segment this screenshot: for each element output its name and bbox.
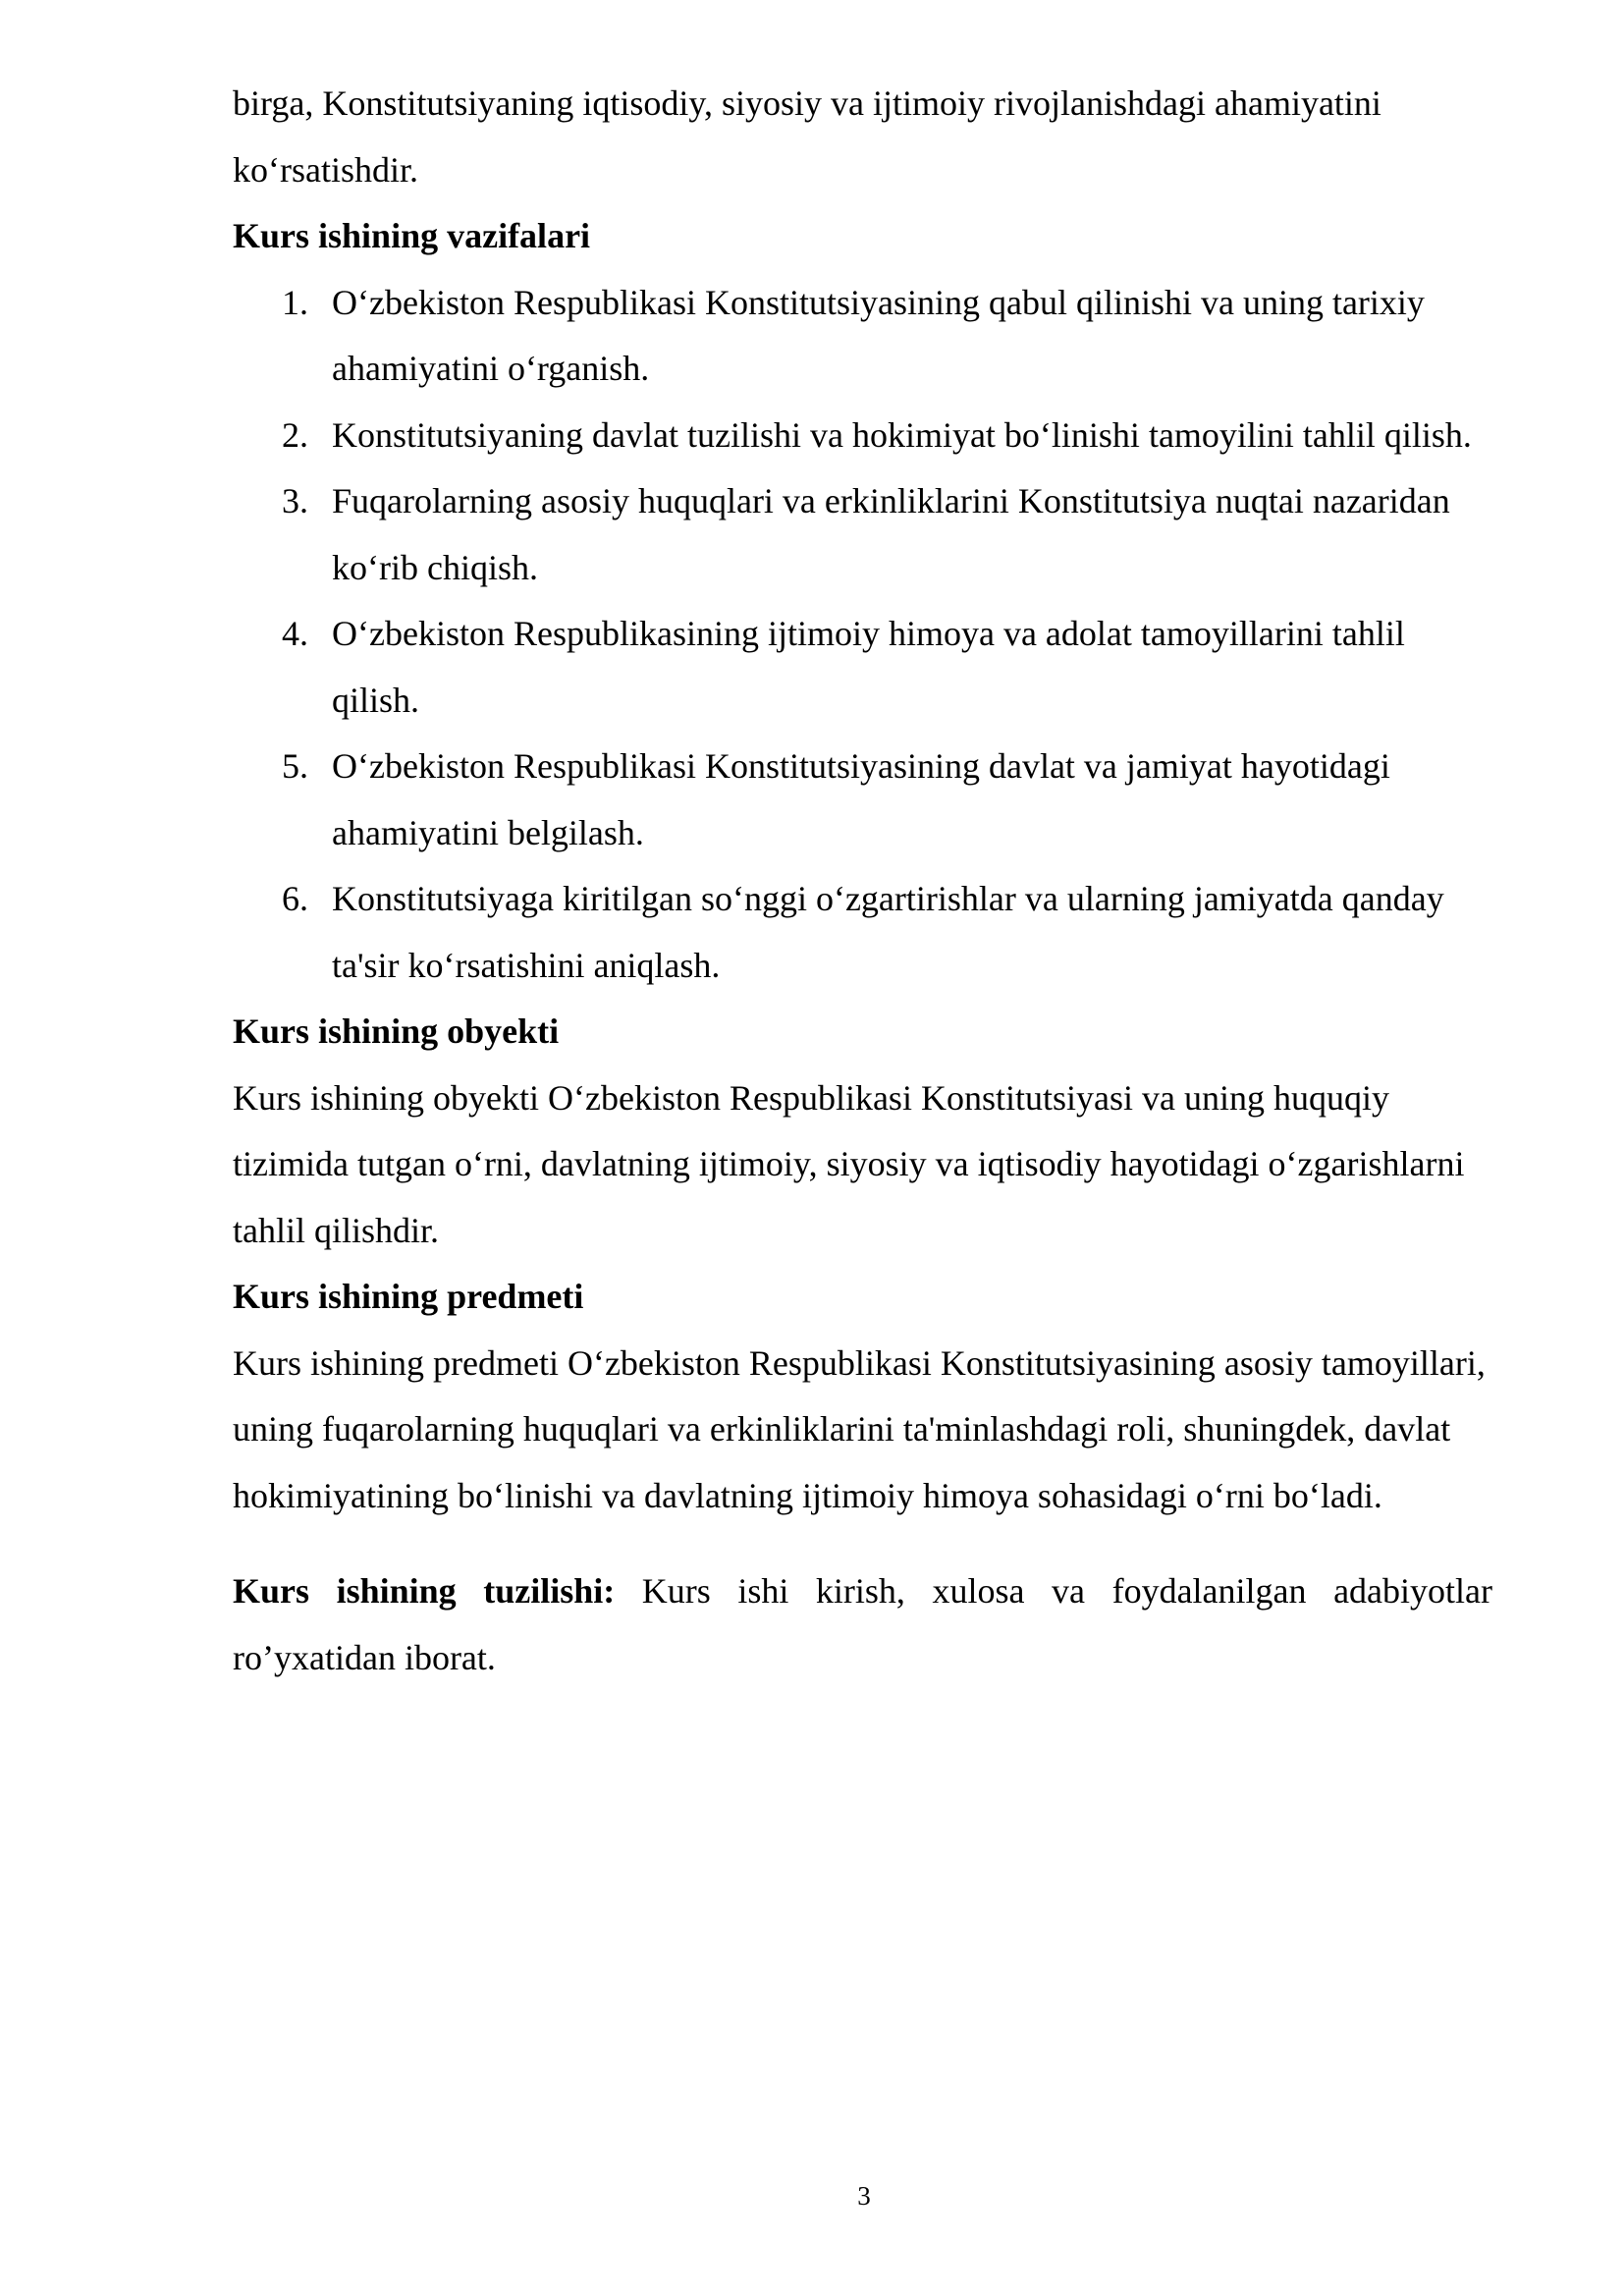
document-page	[233, 71, 1492, 1691]
structure-paragraph	[233, 1558, 1492, 1691]
list-item	[233, 866, 1492, 999]
list-item-text: O‘zbekiston Respublikasi Konstitutsiyasining davlat va jamiyat hayotidagi ahamiyatini belgilash.	[332, 746, 1390, 852]
list-item-number: 3.	[282, 481, 308, 520]
list-item-text: O‘zbekiston Respublikasi Konstitutsiyasining qabul qilinishi va uning tarixiy ahamiyatini o‘rganish.	[332, 282, 1425, 388]
list-item-number: 4.	[282, 614, 308, 653]
list-item-number: 6.	[282, 879, 308, 918]
list-item	[233, 270, 1492, 403]
list-item	[233, 601, 1492, 734]
list-item-number: 1.	[282, 282, 308, 322]
page-number: 3	[857, 2181, 871, 2211]
list-item-text: Konstitutsiyaning davlat tuzilishi va hokimiyat bo‘linishi tamoyilini tahlil qilish.	[332, 414, 1472, 455]
structure-text: Kurs ishi kirish, xulosa va foydalanilgan adabiyotlar ro’yxatidan iborat.	[233, 1571, 1492, 1677]
object-heading: Kurs ishining obyekti	[233, 1011, 560, 1051]
tasks-list	[233, 270, 1492, 1000]
list-item-number: 2.	[282, 414, 308, 455]
subject-heading: Kurs ishining predmeti	[233, 1277, 584, 1316]
list-item-text: Fuqarolarning asosiy huquqlari va erkinliklarini Konstitutsiya nuqtai nazaridan ko‘rib chiqish.	[332, 481, 1450, 587]
subject-paragraph: Kurs ishining predmeti O‘zbekiston Respublikasi Konstitutsiyasining asosiy tamoyillari, uning fuqarolarning huquqlari va erkinliklarini ta'minlashdagi roli, shuningdek, davlat hokimiyatining bo‘linishi va davlatning ijtimoiy himoya sohasidagi o‘rni bo‘ladi.	[233, 1342, 1486, 1515]
list-item-text: O‘zbekiston Respublikasining ijtimoiy himoya va adolat tamoyillarini tahlil qilish.	[332, 614, 1405, 720]
tasks-heading: Kurs ishining vazifalari	[233, 216, 591, 255]
intro-paragraph: birga, Konstitutsiyaning iqtisodiy, siyosiy va ijtimoiy rivojlanishdagi ahamiyatini ko‘rsatishdir.	[233, 83, 1381, 190]
object-paragraph: Kurs ishining obyekti O‘zbekiston Respublikasi Konstitutsiyasi va uning huquqiy tizimida tutgan o‘rni, davlatning ijtimoiy, siyosiy va iqtisodiy hayotidagi o‘zgarishlarni tahlil qilishdir.	[233, 1077, 1465, 1250]
list-item-number: 5.	[282, 746, 308, 786]
list-item	[233, 468, 1492, 601]
structure-label: Kurs ishining tuzilishi:	[233, 1571, 616, 1611]
list-item	[233, 734, 1492, 866]
list-item-text: Konstitutsiyaga kiritilgan so‘nggi o‘zgartirishlar va ularning jamiyatda qanday ta'sir ko‘rsatishini aniqlash.	[332, 879, 1444, 985]
list-item	[233, 403, 1492, 469]
